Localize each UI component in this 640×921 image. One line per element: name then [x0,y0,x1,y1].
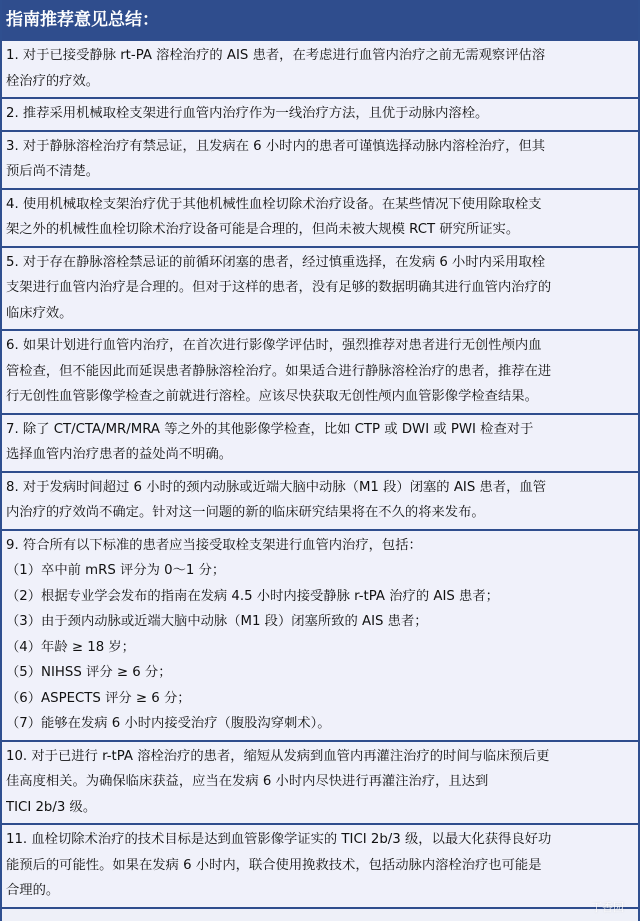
recommendation-line: （1）卒中前 mRS 评分为 0～1 分； [6,563,226,578]
recommendation-line: （4）年龄 ≥ 18 岁； [6,639,135,655]
recommendation-line: （6）ASPECTS 评分 ≥ 6 分； [6,690,191,706]
recommendation-line: 3. 对于静脉溶栓治疗有禁忌证，且发病在 6 小时内的患者可谨慎选择动脉内溶栓治疗，但其 [6,138,546,154]
recommendation-line: 6. 如果计划进行血管内治疗，在首次进行影像学评估时，强烈推荐对患者进行无创性颅内血 [6,338,542,353]
recommendation-line: 选择血管内治疗患者的益处尚不明确。 [6,447,233,462]
recommendation-line: 内治疗的疗效尚不确定。针对这一问题的新的临床研究结果将在不久的将来发布。 [6,505,485,520]
recommendation-line: TICI 2b/3 级。 [6,799,97,815]
recommendation-line: 11. 血栓切除术治疗的技术目标是达到血管影像学证实的 TICI 2b/3 级，以最大化获得良好功 [6,832,552,847]
recommendation-line: 10. 对于已进行 r-tPA 溶栓治疗的患者，缩短从发病到血管内再灌注治疗的时间与临床预后更 [6,748,550,764]
recommendation-line: （5）NIHSS 评分 ≥ 6 分； [6,665,172,680]
recommendation-line: 预后尚不清楚。 [6,164,100,179]
recommendation-item [2,248,638,332]
recommendation-line: 9. 符合所有以下标准的患者应当接受取栓支架进行血管内治疗，包括： [6,537,422,553]
recommendation-line: 管检查，但不能因此而延误患者静脉溶栓治疗。如果适合进行静脉溶栓治疗的患者，推荐在进 [6,363,552,379]
recommendation-item [2,473,638,531]
recommendation-line: 1. 对于已接受静脉 rt-PA 溶栓治疗的 AIS 患者，在考虑进行血管内治疗之前无需观察评估溶 [6,48,546,63]
recommendation-item [2,99,638,132]
recommendation-item [2,190,638,248]
recommendation-line: 支架进行血管内治疗是合理的。但对于这样的患者，没有足够的数据明确其进行血管内治疗的 [6,280,552,295]
recommendation-line: 8. 对于发病时间超过 6 小时的颈内动脉或近端大脑中动脉（M1 段）闭塞的 AIS 患者，血管 [6,479,546,495]
recommendation-line: 架之外的机械性血栓切除术治疗设备可能是合理的，但尚未被大规模 RCT 研究所证实。 [6,222,520,237]
recommendation-line: 佳高度相关。为确保临床获益，应当在发病 6 小时内尽快进行再灌注治疗，且达到 [6,774,489,789]
recommendation-item [2,531,638,742]
recommendation-item [2,132,638,190]
recommendation-line: 临床疗效。 [6,305,73,321]
recommendation-item [2,825,638,909]
recommendation-line: 行无创性血管影像学检查之前就进行溶栓。应该尽快获取无创性颅内血管影像学检查结果。 [6,389,538,404]
recommendation-line: （7）能够在发病 6 小时内接受治疗（腹股沟穿刺术）。 [6,716,331,731]
watermark-logo: 丁香园 [591,901,624,914]
recommendation-line: 能预后的可能性。如果在发病 6 小时内，联合使用挽救技术，包括动脉内溶栓治疗也可能是 [6,857,542,873]
recommendation-line: 7. 除了 CT/CTA/MR/MRA 等之外的其他影像学检查，比如 CTP 或 DWI 或 PWI 检查对于 [6,421,534,437]
recommendation-list [2,41,638,909]
recommendation-line: 5. 对于存在静脉溶栓禁忌证的前循环闭塞的患者，经过慎重选择，在发病 6 小时内采用取栓 [6,254,546,270]
recommendation-line: 2. 推荐采用机械取栓支架进行血管内治疗作为一线治疗方法，且优于动脉内溶栓。 [6,106,489,121]
summary-title: 指南推荐意见总结： [2,0,638,41]
recommendation-item [2,331,638,415]
recommendation-line: 栓治疗的疗效。 [6,73,100,89]
recommendation-item [2,41,638,99]
recommendation-line: （2）根据专业学会发布的指南在发病 4.5 小时内接受静脉 r-tPA 治疗的 AIS 患者； [6,588,499,604]
recommendation-line: 合理的。 [6,883,60,898]
recommendation-item [2,742,638,826]
recommendation-line: 4. 使用机械取栓支架治疗优于其他机械性血栓切除术治疗设备。在某些情况下使用除取栓支 [6,196,542,212]
recommendation-item [2,415,638,473]
recommendation-line: （3）由于颈内动脉或近端大脑中动脉（M1 段）闭塞所致的 AIS 患者； [6,614,428,629]
